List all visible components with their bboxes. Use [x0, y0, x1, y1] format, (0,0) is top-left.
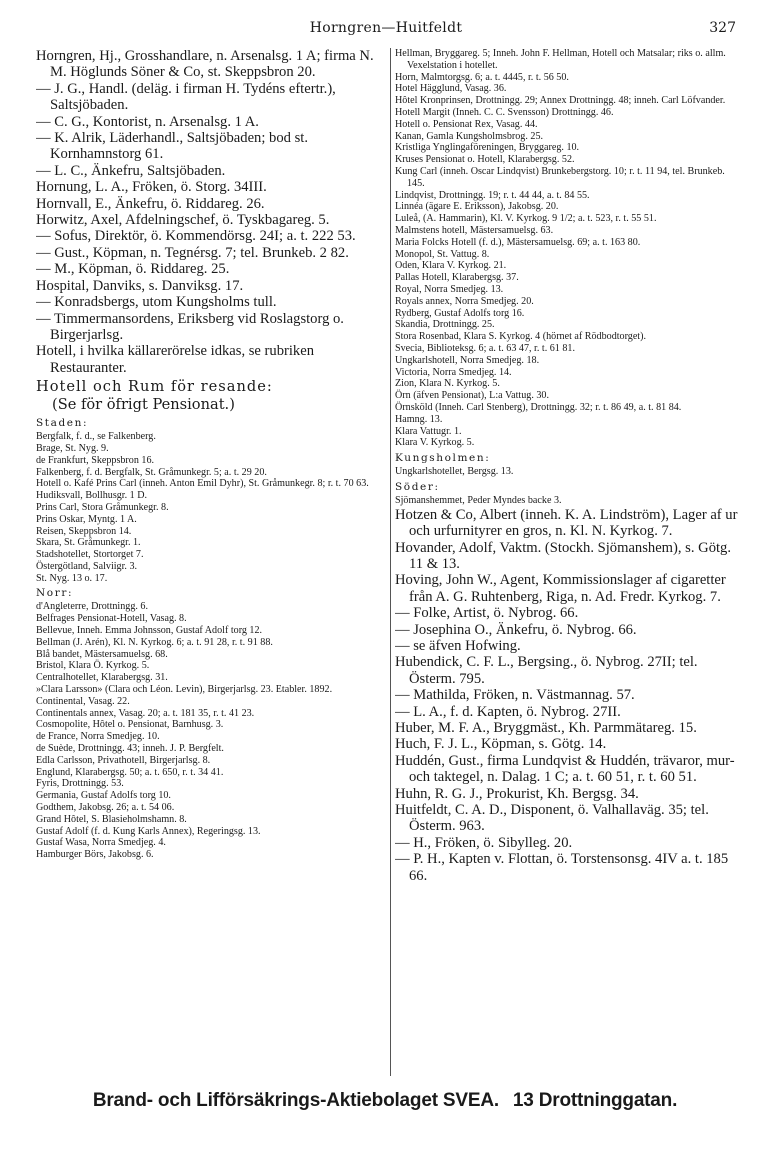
right-column	[395, 48, 741, 884]
directory-entry: Malmstens hotell, Mästersamuelsg. 63.	[395, 224, 554, 236]
directory-entry: Maria Folcks Hotell (f. d.), Mästersamuelsg. 69; a. t. 163 80.	[395, 236, 641, 248]
page-title: Horngren—Huitfeldt	[309, 20, 463, 36]
directory-entry: — se äfven Hofwing.	[395, 637, 521, 654]
column-divider	[390, 48, 391, 1076]
directory-entry: Hotell o. Pensionat Rex, Vasag. 44.	[395, 118, 538, 130]
hotel-heading: Hotell och Rum för resande:	[36, 378, 273, 396]
directory-entry: Huber, M. F. A., Bryggmäst., Kh. Parmmätareg. 15.	[395, 719, 697, 736]
directory-entry: Skandia, Drottningg. 25.	[395, 319, 495, 331]
directory-entry: Hudiksvall, Bollhusgr. 1 D.	[36, 490, 148, 502]
directory-entry: Edla Carlsson, Privathotell, Birgerjarlsg. 8.	[36, 754, 211, 766]
directory-entry: — J. G., Handl. (deläg. i firman H. Tydéns eftertr.), Saltsjöbaden.	[36, 80, 336, 114]
directory-entry: Hamburger Börs, Jakobsg. 6.	[36, 849, 154, 861]
directory-entry: — M., Köpman, ö. Riddareg. 25.	[36, 261, 230, 278]
directory-entry: Luleå, (A. Hammarin), Kl. V. Kyrkog. 9 1/2; a. t. 523, r. t. 55 51.	[395, 213, 657, 225]
norr-list	[36, 601, 386, 861]
directory-entry: Cosmopolite, Hôtel o. Pensionat, Barnhusg. 3.	[36, 719, 224, 731]
directory-entry: — Folke, Artist, ö. Nybrog. 66.	[395, 605, 579, 622]
directory-entry: Hornvall, E., Änkefru, ö. Riddareg. 26.	[36, 195, 265, 212]
directory-entry: Stora Rosenbad, Klara S. Kyrkog. 4 (hörnet af Rödbodtorget).	[395, 331, 646, 343]
directory-entry: Hospital, Danviks, s. Danviksg. 17.	[36, 277, 244, 294]
directory-entry: Centralhotellet, Klarabergsg. 31.	[36, 672, 168, 684]
directory-entry: — Konradsbergs, utom Kungsholms tull.	[36, 294, 277, 311]
directory-entry: Hornung, L. A., Fröken, ö. Storg. 34III.	[36, 179, 267, 196]
directory-entry: Prins Oskar, Myntg. 1 A.	[36, 513, 137, 525]
directory-entry: Hotell o. Kafé Prins Carl (inneh. Anton Emil Dyhr), St. Gråmunkegr. 8; r. t. 70 63.	[36, 478, 369, 490]
directory-entry: — K. Alrik, Läderhandl., Saltsjöbaden; bod st. Kornhamnstorg 61.	[36, 130, 308, 163]
directory-entry: de Suède, Drottningg. 43; inneh. J. P. Bergfelt.	[36, 743, 224, 755]
directory-entry: — Timmermansordens, Eriksberg vid Roslagstorg o. Birgerjarlsg.	[36, 310, 344, 343]
directory-entry: Ungkarlshotell, Norra Smedjeg. 18.	[395, 354, 540, 366]
directory-entry: Grand Hôtel, S. Blasieholmshamn. 8.	[36, 813, 187, 825]
footer-advert	[40, 1090, 730, 1112]
directory-entry: Hamng. 13.	[395, 413, 443, 425]
directory-entry: — H., Fröken, ö. Sibylleg. 20.	[395, 834, 573, 851]
directory-entry: Continentals annex, Vasag. 20; a. t. 181 35, r. t. 41 23.	[36, 707, 255, 719]
directory-entry: Fyris, Drottningg. 53.	[36, 778, 124, 790]
directory-entry: Horwitz, Axel, Afdelningschef, ö. Tyskbagareg. 5.	[36, 212, 330, 229]
left-top-entries	[36, 48, 386, 376]
directory-entry: — Mathilda, Fröken, n. Västmannag. 57.	[395, 687, 635, 704]
directory-entry: Hotel Hägglund, Vasag. 36.	[395, 83, 507, 95]
directory-entry: Hotell Margit (Inneh. C. C. Svensson) Drottningg. 46.	[395, 106, 614, 118]
directory-entry: Bellman (J. Arén), Kl. N. Kyrkog. 6; a. t. 91 28, r. t. 91 88.	[36, 636, 273, 648]
directory-entry: Svecia, Biblioteksg. 6; a. t. 63 47, r. t. 61 81.	[395, 342, 575, 354]
directory-entry: Hovander, Adolf, Vaktm. (Stockh. Sjömanshem), s. Götg. 11 & 13.	[395, 539, 731, 572]
directory-entry: Örnsköld (Inneh. Carl Stenberg), Drottningg. 32; r. t. 86 49, a. t. 81 84.	[395, 401, 682, 413]
footer-company: Brand- och Lifförsäkrings-Aktiebolaget SVEA.	[92, 1090, 499, 1111]
directory-entry: Brage, St. Nyg. 9.	[36, 442, 109, 454]
directory-entry: Ungkarlshotellet, Bergsg. 13.	[395, 466, 514, 478]
directory-entry: de France, Norra Smedjeg. 10.	[36, 731, 160, 743]
directory-entry: Hôtel Kronprinsen, Drottningg. 29; Annex Drottningg. 48; inneh. Carl Löfvander.	[395, 95, 726, 107]
directory-entry: Linnéa (ägare E. Eriksson), Jakobsg. 20.	[395, 201, 559, 213]
right-person-entries	[395, 507, 741, 884]
directory-entry: Prins Carl, Stora Gråmunkegr. 8.	[36, 501, 169, 513]
directory-entry: Gustaf Adolf (f. d. Kung Karls Annex), Regeringsg. 13.	[36, 825, 261, 837]
directory-entry: — L. A., f. d. Kapten, ö. Nybrog. 27II.	[395, 703, 621, 720]
directory-entry: St. Nyg. 13 o. 17.	[36, 572, 108, 584]
directory-entry: Huddén, Gust., firma Lundqvist & Huddén, trävaror, mur- och taktegel, n. Dalag. 1 C; a. t. 60 51, r. t. 60 51.	[395, 752, 735, 786]
directory-entry: Belfrages Pensionat-Hotell, Vasag. 8.	[36, 613, 187, 625]
directory-entry: Stadshotellet, Stortorget 7.	[36, 549, 144, 561]
directory-entry: Huhn, R. G. J., Prokurist, Kh. Bergsg. 34.	[395, 785, 639, 802]
directory-entry: »Clara Larsson» (Clara och Léon. Levin), Birgerjarlsg. 23. Etabler. 1892.	[36, 684, 333, 696]
directory-entry: Hubendick, C. F. L., Bergsing., ö. Nybrog. 27II; tel. Österm. 795.	[395, 654, 698, 687]
directory-entry: — L. C., Änkefru, Saltsjöbaden.	[36, 162, 226, 179]
directory-entry: Reisen, Skeppsbron 14.	[36, 525, 132, 537]
directory-entry: Horngren, Hj., Grosshandlare, n. Arsenalsg. 1 A; firma N. M. Höglunds Söner & Co, st. Skeppsbron 20.	[36, 48, 374, 81]
directory-entry: Sjömanshemmet, Peder Myndes backe 3.	[395, 494, 562, 506]
directory-entry: — P. H., Kapten v. Flottan, ö. Torstensonsg. 4IV a. t. 185 66.	[395, 851, 729, 884]
directory-entry: de Frankfurt, Skeppsbron 16.	[36, 454, 155, 466]
directory-entry: Kung Carl (inneh. Oscar Lindqvist) Brunkebergstorg. 10; r. t. 11 94, tel. Brunkeb. 145.	[395, 165, 725, 189]
directory-entry: Hotell, i hvilka källarerörelse idkas, se rubriken Restauranter.	[36, 343, 315, 376]
directory-entry: Royals annex, Norra Smedjeg. 20.	[395, 295, 534, 307]
right-hotel-list	[395, 48, 741, 449]
directory-entry: Gustaf Wasa, Norra Smedjeg. 4.	[36, 837, 166, 849]
directory-entry: — Sofus, Direktör, ö. Kommendörsg. 24I; a. t. 222 53.	[36, 228, 356, 245]
directory-entry: Kruses Pensionat o. Hotell, Klarabergsg. 52.	[395, 154, 575, 166]
section-label-staden: Staden:	[36, 417, 89, 430]
directory-entry: Kristliga Ynglingaföreningen, Bryggareg. 10.	[395, 142, 580, 154]
directory-entry: Huitfeldt, C. A. D., Disponent, ö. Valhallaväg. 35; tel. Österm. 963.	[395, 802, 709, 835]
directory-entry: Godthem, Jakobsg. 26; a. t. 54 06.	[36, 802, 175, 814]
directory-entry: Blå bandet, Mästersamuelsg. 68.	[36, 648, 168, 660]
directory-entry: Germania, Gustaf Adolfs torg 10.	[36, 790, 171, 802]
directory-entry: Hoving, John W., Agent, Kommissionslager af cigaretter från A. G. Ruhtenberg, Riga, n. Ad. Fredr. Kyrkog. 7.	[395, 572, 726, 605]
directory-entry: Östergötland, Salviigr. 3.	[36, 560, 138, 572]
staden-list	[36, 431, 386, 584]
section-label-kungsholmen: Kungsholmen:	[395, 452, 491, 465]
directory-entry: d'Angleterre, Drottningg. 6.	[36, 601, 148, 613]
directory-entry: Hotzen & Co, Albert (inneh. K. A. Lindström), Lager af ur och urfurnityrer en gros, n. Kl. N. Kyrkog. 7.	[395, 506, 738, 540]
directory-entry: Zion, Klara N. Kyrkog. 5.	[395, 378, 500, 390]
section-label-norr: Norr:	[36, 587, 74, 600]
directory-entry: — C. G., Kontorist, n. Arsenalsg. 1 A.	[36, 113, 259, 130]
directory-entry: Pallas Hotell, Klarabergsg. 37.	[395, 272, 519, 284]
page-number: 327	[709, 20, 736, 36]
directory-entry: Hellman, Bryggareg. 5; Inneh. John F. Hellman, Hotell och Matsalar; riks o. allm. Vexelstation i hotellet.	[395, 48, 726, 71]
directory-entry: Monopol, St. Vattug. 8.	[395, 248, 490, 260]
directory-entry: Englund, Klarabergsg. 50; a. t. 650, r. t. 34 41.	[36, 766, 224, 778]
directory-entry: Lindqvist, Drottningg. 19; r. t. 44 44, a. t. 84 55.	[395, 189, 590, 201]
page-header	[36, 20, 736, 42]
directory-entry: Bristol, Klara Ö. Kyrkog. 5.	[36, 660, 150, 672]
directory-entry: Continental, Vasag. 22.	[36, 695, 130, 707]
footer-address: 13 Drottninggatan.	[512, 1090, 678, 1111]
directory-entry: Klara Vattugr. 1.	[395, 425, 462, 437]
directory-entry: Royal, Norra Smedjeg. 13.	[395, 283, 504, 295]
left-column	[36, 48, 386, 861]
directory-entry: Skara, St. Gråmunkegr. 1.	[36, 537, 141, 549]
directory-entry: — Josephina O., Änkefru, ö. Nybrog. 66.	[395, 621, 637, 638]
kungsholmen-list	[395, 466, 741, 478]
section-label-soder: Söder:	[395, 480, 440, 493]
directory-entry: Bergfalk, f. d., se Falkenberg.	[36, 431, 156, 443]
directory-entry: Kanan, Gamla Kungsholmsbrog. 25.	[395, 130, 544, 142]
directory-entry: Victoria, Norra Smedjeg. 14.	[395, 366, 512, 378]
directory-entry: Klara V. Kyrkog. 5.	[395, 437, 475, 449]
directory-entry: Örn (äfven Pensionat), L:a Vattug. 30.	[395, 390, 549, 402]
directory-entry: Oden, Klara V. Kyrkog. 21.	[395, 260, 507, 272]
directory-entry: Huch, F. J. L., Köpman, s. Götg. 14.	[395, 736, 607, 753]
directory-entry: Bellevue, Inneh. Emma Johnsson, Gustaf Adolf torg 12.	[36, 625, 263, 637]
soder-list	[395, 495, 741, 507]
directory-entry: Rydberg, Gustaf Adolfs torg 16.	[395, 307, 525, 319]
directory-entry: — Gust., Köpman, n. Tegnérsg. 7; tel. Brunkeb. 2 82.	[36, 244, 349, 261]
directory-entry: Horn, Malmtorgsg. 6; a. t. 4445, r. t. 56 50.	[395, 71, 569, 83]
directory-entry: Falkenberg, f. d. Bergfalk, St. Gråmunkegr. 5; a. t. 29 20.	[36, 466, 267, 478]
hotel-subheading: (Se för öfrigt Pensionat.)	[52, 396, 235, 414]
